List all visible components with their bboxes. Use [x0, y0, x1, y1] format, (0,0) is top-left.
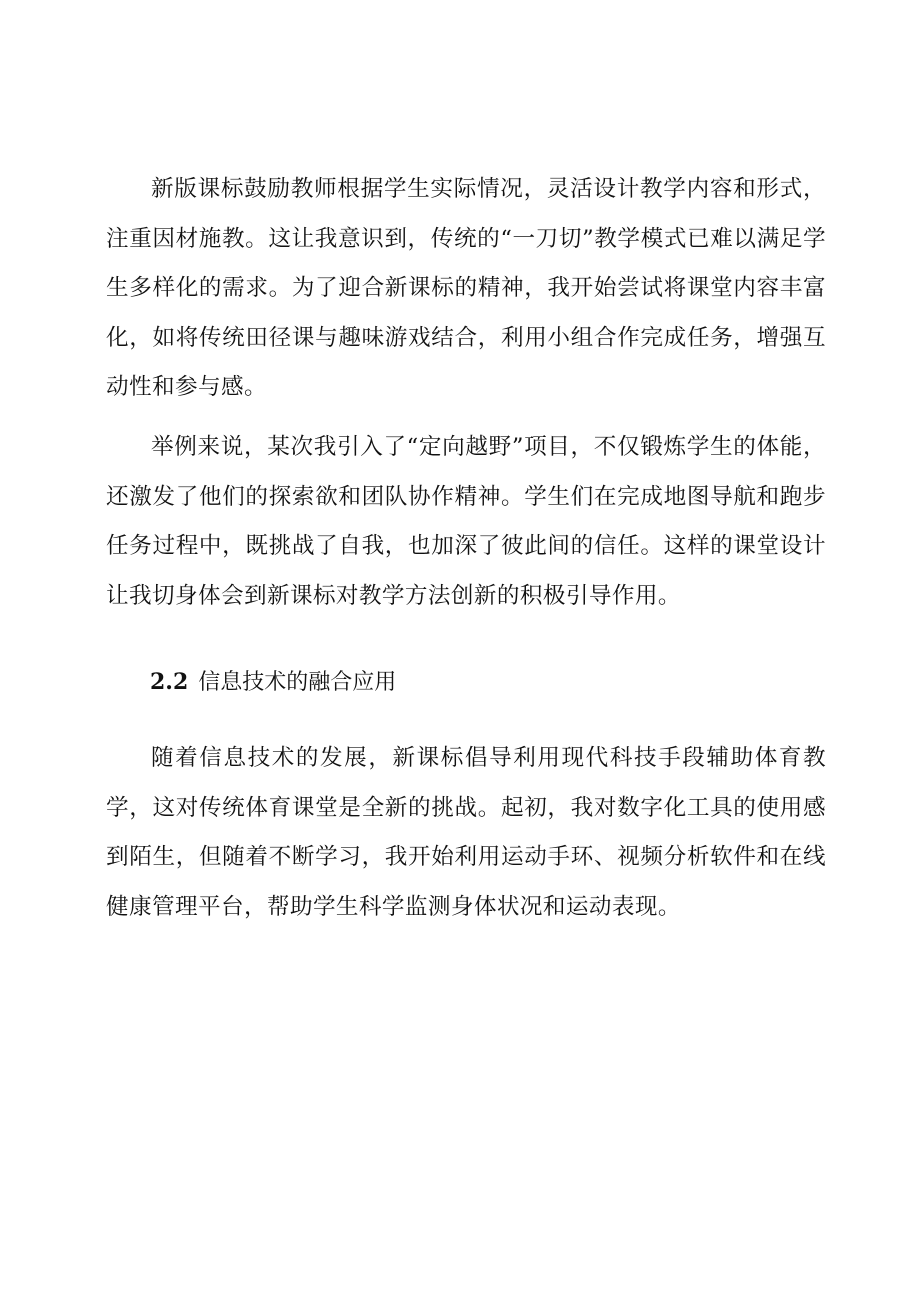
- paragraph-curriculum-flexibility: 新版课标鼓励教师根据学生实际情况，灵活设计教学内容和形式，注重因材施教。这让我意识到，传统的“一刀切”教学模式已难以满足学生多样化的需求。为了迎合新课标的精神，我开始尝试将课堂内容丰富化，如将传统田径课与趣味游戏结合，利用小组合作完成任务，增强互动性和参与感。: [106, 176, 826, 400]
- section-title: 信息技术的融合应用: [198, 670, 397, 695]
- section-number: 2.2: [150, 669, 189, 695]
- paragraph-orienteering-example: 举例来说，某次我引入了“定向越野”项目，不仅锻炼学生的体能，还激发了他们的探索欲和团队协作精神。学生们在完成地图导航和跑步任务过程中，既挑战了自我，也加深了彼此间的信任。这样的课堂设计让我切身体会到新课标对教学方法创新的积极引导作用。: [106, 434, 826, 609]
- section-heading: [150, 662, 396, 703]
- paragraph-information-technology: 随着信息技术的发展，新课标倡导利用现代科技手段辅助体育教学，这对传统体育课堂是全新的挑战。起初，我对数字化工具的使用感到陌生，但随着不断学习，我开始利用运动手环、视频分析软件和在线健康管理平台，帮助学生科学监测身体状况和运动表现。: [106, 745, 826, 920]
